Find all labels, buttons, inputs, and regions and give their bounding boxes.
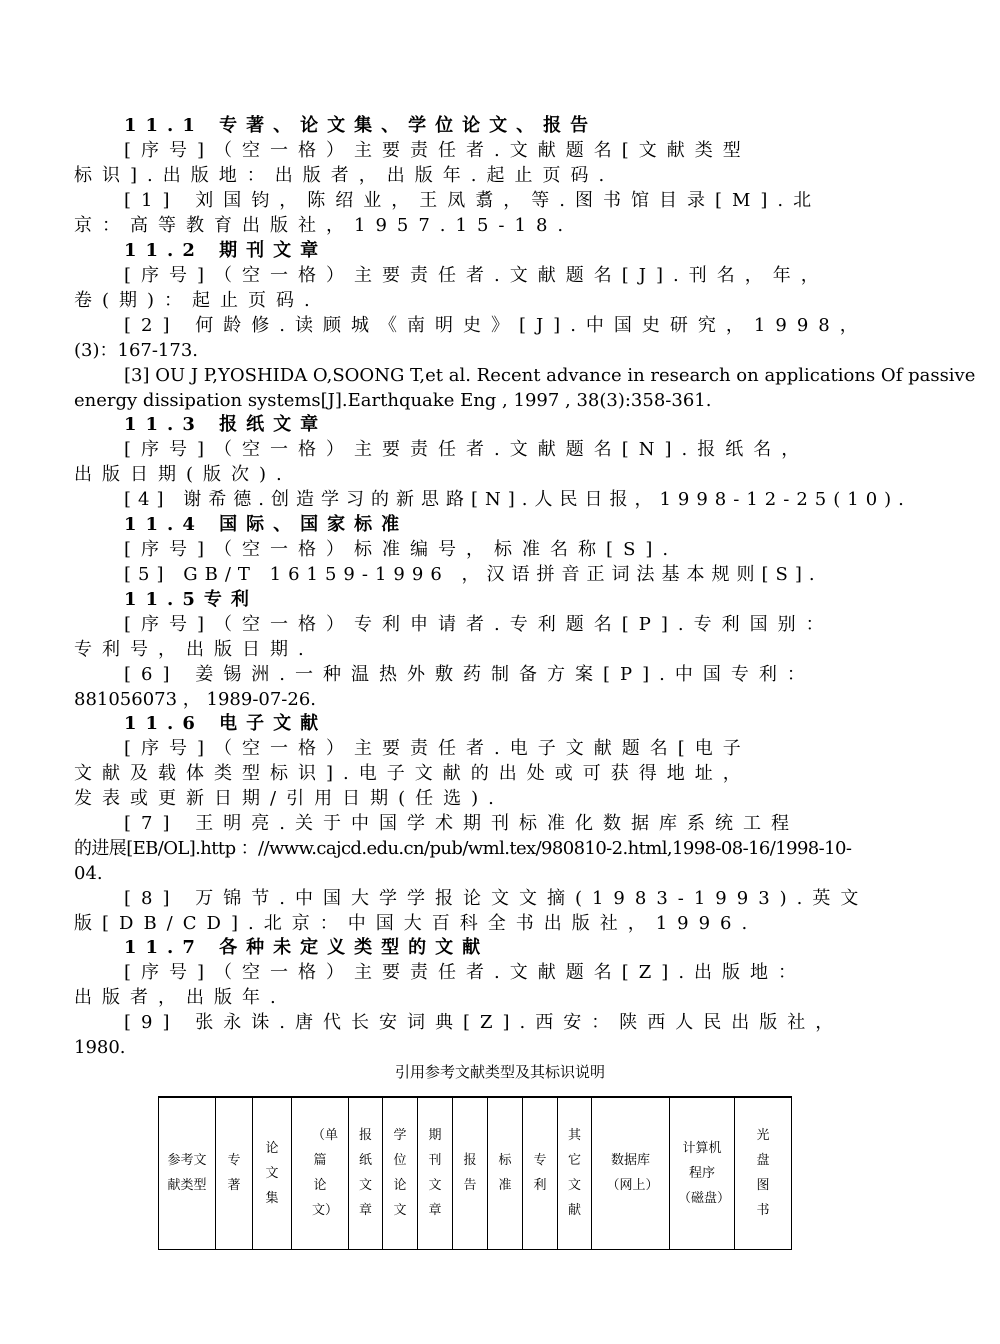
table-header-cell: 光盘图书 <box>735 1097 792 1249</box>
table-header-cell: 报纸文章 <box>349 1097 383 1249</box>
format-line: 出版者，出版年. <box>74 987 286 1008</box>
reference-entry: energy dissipation systems[J].Earthquake Eng , 1997 , 38(3):358-361. <box>74 390 712 411</box>
section-heading-11-5: 11.5专利 <box>124 589 258 610</box>
reference-entry: [9] 张永诛.唐代长安词典[Z].西安：陕西人民出版社， <box>124 1012 844 1033</box>
format-line: [序号]（空一格）主要责任者.文献题名[J].刊名，年， <box>124 265 829 286</box>
reference-entry: 1980. <box>74 1037 126 1058</box>
table-header-cell: 论文集 <box>253 1097 292 1249</box>
format-line: [序号]（空一格）主要责任者.文献题名[文献类型 <box>124 140 751 161</box>
format-line: [序号]（空一格）主要责任者.文献题名[Z].出版地： <box>124 962 807 983</box>
reference-entry: [3] OU J P,YOSHIDA O,SOONG T,et al. Recent advance in research on applications Of passive <box>124 365 976 386</box>
reference-entry: 04. <box>74 863 103 884</box>
format-line: [序号]（空一格）主要责任者.电子文献题名[电子 <box>124 738 751 759</box>
section-heading-11-7: 11.7 各种未定义类型的文献 <box>124 937 490 958</box>
reference-entry: 881056073 ， 1989-07-26. <box>74 689 317 710</box>
reference-entry: 版[DB/CD].北京：中国大百科全书出版社，1996. <box>74 913 758 934</box>
reference-entry: [1] 刘国钧，陈绍业，王凤翥，等.图书馆目录[M].北 <box>124 190 822 211</box>
table-header-cell: 其它文献 <box>558 1097 592 1249</box>
format-line: 标识].出版地：出版者，出版年.起止页码. <box>74 165 615 186</box>
format-line: 发表或更新日期/引用日期(任选). <box>74 788 504 809</box>
reference-entry: 京：高等教育出版社，1957.15-18. <box>74 215 574 236</box>
table-header-cell: 参考文献类型 <box>159 1097 216 1249</box>
table-header-cell: 数据库（网上） <box>592 1097 670 1249</box>
reference-entry: [5] GB/T 16159-1996 ，汉语拼音正词法基本规则[S]. <box>124 564 822 585</box>
section-heading-11-4: 11.4 国际、国家标准 <box>124 514 409 535</box>
table-header-cell: 专利 <box>523 1097 558 1249</box>
section-heading-11-2: 11.2 期刊文章 <box>124 240 328 261</box>
table-header-cell: （单篇论文） <box>292 1097 349 1249</box>
reference-entry: [6] 姜锡洲.一种温热外敷药制备方案[P].中国专利： <box>124 664 815 685</box>
reference-entry: [4] 谢希德.创造学习的新思路[N].人民日报，1998-12-25(10). <box>124 489 911 510</box>
section-heading-11-6: 11.6 电子文献 <box>124 713 328 734</box>
format-line: 文献及载体类型标识].电子文献的出处或可获得地址， <box>74 763 751 784</box>
section-heading-11-3: 11.3 报纸文章 <box>124 414 328 435</box>
section-heading-11-1: 11.1 专著、论文集、学位论文、报告 <box>124 115 598 136</box>
reference-entry: [7] 王明亮.关于中国学术期刊标准化数据库系统工程 <box>124 813 799 834</box>
format-line: [序号]（空一格）专利申请者.专利题名[P].专利国别： <box>124 614 834 635</box>
table-header-cell: 标准 <box>488 1097 523 1249</box>
table-header-cell: 专著 <box>216 1097 253 1249</box>
table-header-cell: 计算机程序（磁盘） <box>670 1097 735 1249</box>
reference-type-table <box>158 1096 792 1250</box>
reference-entry: 的进展[EB/OL].http ：//www.cajcd.edu.cn/pub/wml.tex/980810-2.html,1998-08-16/1998-10- <box>74 838 852 859</box>
reference-entry: [2] 何龄修.读顾城《南明史》[J].中国史研究，1998， <box>124 315 868 336</box>
format-line: 出版日期(版次). <box>74 464 292 485</box>
format-line: [序号]（空一格）主要责任者.文献题名[N].报纸名， <box>124 439 810 460</box>
format-line: 卷(期)：起止页码. <box>74 290 320 311</box>
table-header-cell: 学位论文 <box>383 1097 418 1249</box>
table-caption: 引用参考文献类型及其标识说明 <box>394 1063 605 1081</box>
reference-entry: [8] 万锦节.中国大学学报论文文摘(1983-1993).英文 <box>124 888 869 909</box>
table-header-cell: 报告 <box>453 1097 488 1249</box>
format-line: 专利号，出版日期. <box>74 639 314 660</box>
format-line: [序号]（空一格）标准编号，标准名称[S]. <box>124 539 679 560</box>
reference-entry: (3)：167-173. <box>74 340 199 361</box>
table-header-cell: 期刊文章 <box>418 1097 453 1249</box>
